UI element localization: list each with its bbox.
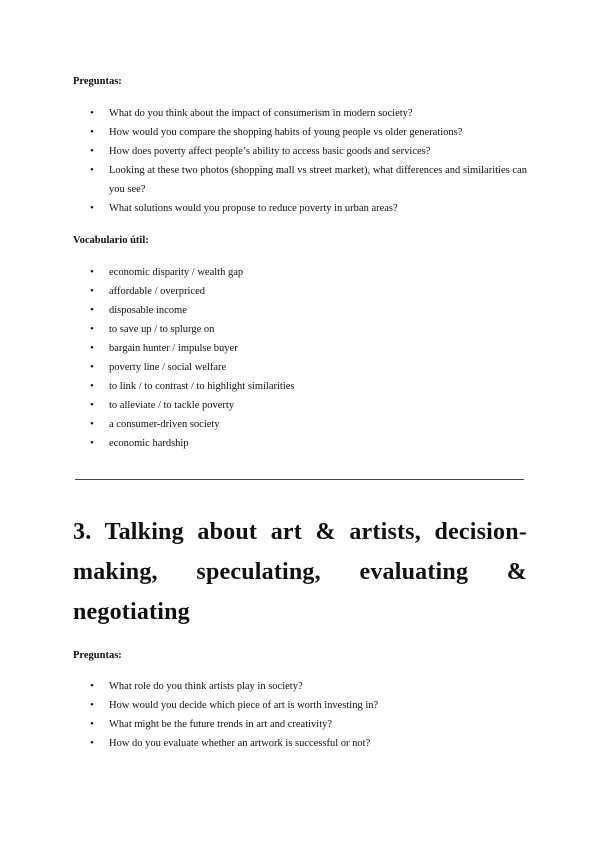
vocabulary-label: Vocabulario útil: bbox=[73, 235, 149, 246]
list-item: • affordable / overpriced bbox=[73, 282, 527, 301]
list-item: • disposable income bbox=[73, 301, 527, 320]
list-item: • to alleviate / to tackle poverty bbox=[73, 396, 527, 415]
vocabulary-list bbox=[73, 263, 527, 453]
list-item: • What do you think about the impact of consumerism in modern society? bbox=[73, 104, 527, 123]
list-item: • economic disparity / wealth gap bbox=[73, 263, 527, 282]
list-item: • How would you decide which piece of art is worth investing in? bbox=[73, 696, 527, 715]
list-item: • Looking at these two photos (shopping mall vs street market), what differences and similarities can you see? bbox=[73, 161, 527, 199]
list-item: • to save up / to splurge on bbox=[73, 320, 527, 339]
list-item: • a consumer-driven society bbox=[73, 415, 527, 434]
section-divider bbox=[75, 479, 524, 480]
list-item: • What role do you think artists play in society? bbox=[73, 677, 527, 696]
list-item: • How does poverty affect people’s ability to access basic goods and services? bbox=[73, 142, 527, 161]
list-item: • economic hardship bbox=[73, 434, 527, 453]
section-heading: 3. Talking about art & artists, decision-making, speculating, evaluating & negotiating bbox=[73, 519, 527, 625]
list-item: • What solutions would you propose to reduce poverty in urban areas? bbox=[73, 199, 527, 218]
list-item: • How do you evaluate whether an artwork is successful or not? bbox=[73, 734, 527, 753]
list-item: • to link / to contrast / to highlight similarities bbox=[73, 377, 527, 396]
list-item: • How would you compare the shopping habits of young people vs older generations? bbox=[73, 123, 527, 142]
questions-list bbox=[73, 104, 527, 218]
list-item: • What might be the future trends in art and creativity? bbox=[73, 715, 527, 734]
questions-label: Preguntas: bbox=[73, 76, 122, 87]
questions-list bbox=[73, 677, 527, 753]
list-item: • bargain hunter / impulse buyer bbox=[73, 339, 527, 358]
questions-label: Preguntas: bbox=[73, 650, 122, 661]
list-item: • poverty line / social welfare bbox=[73, 358, 527, 377]
